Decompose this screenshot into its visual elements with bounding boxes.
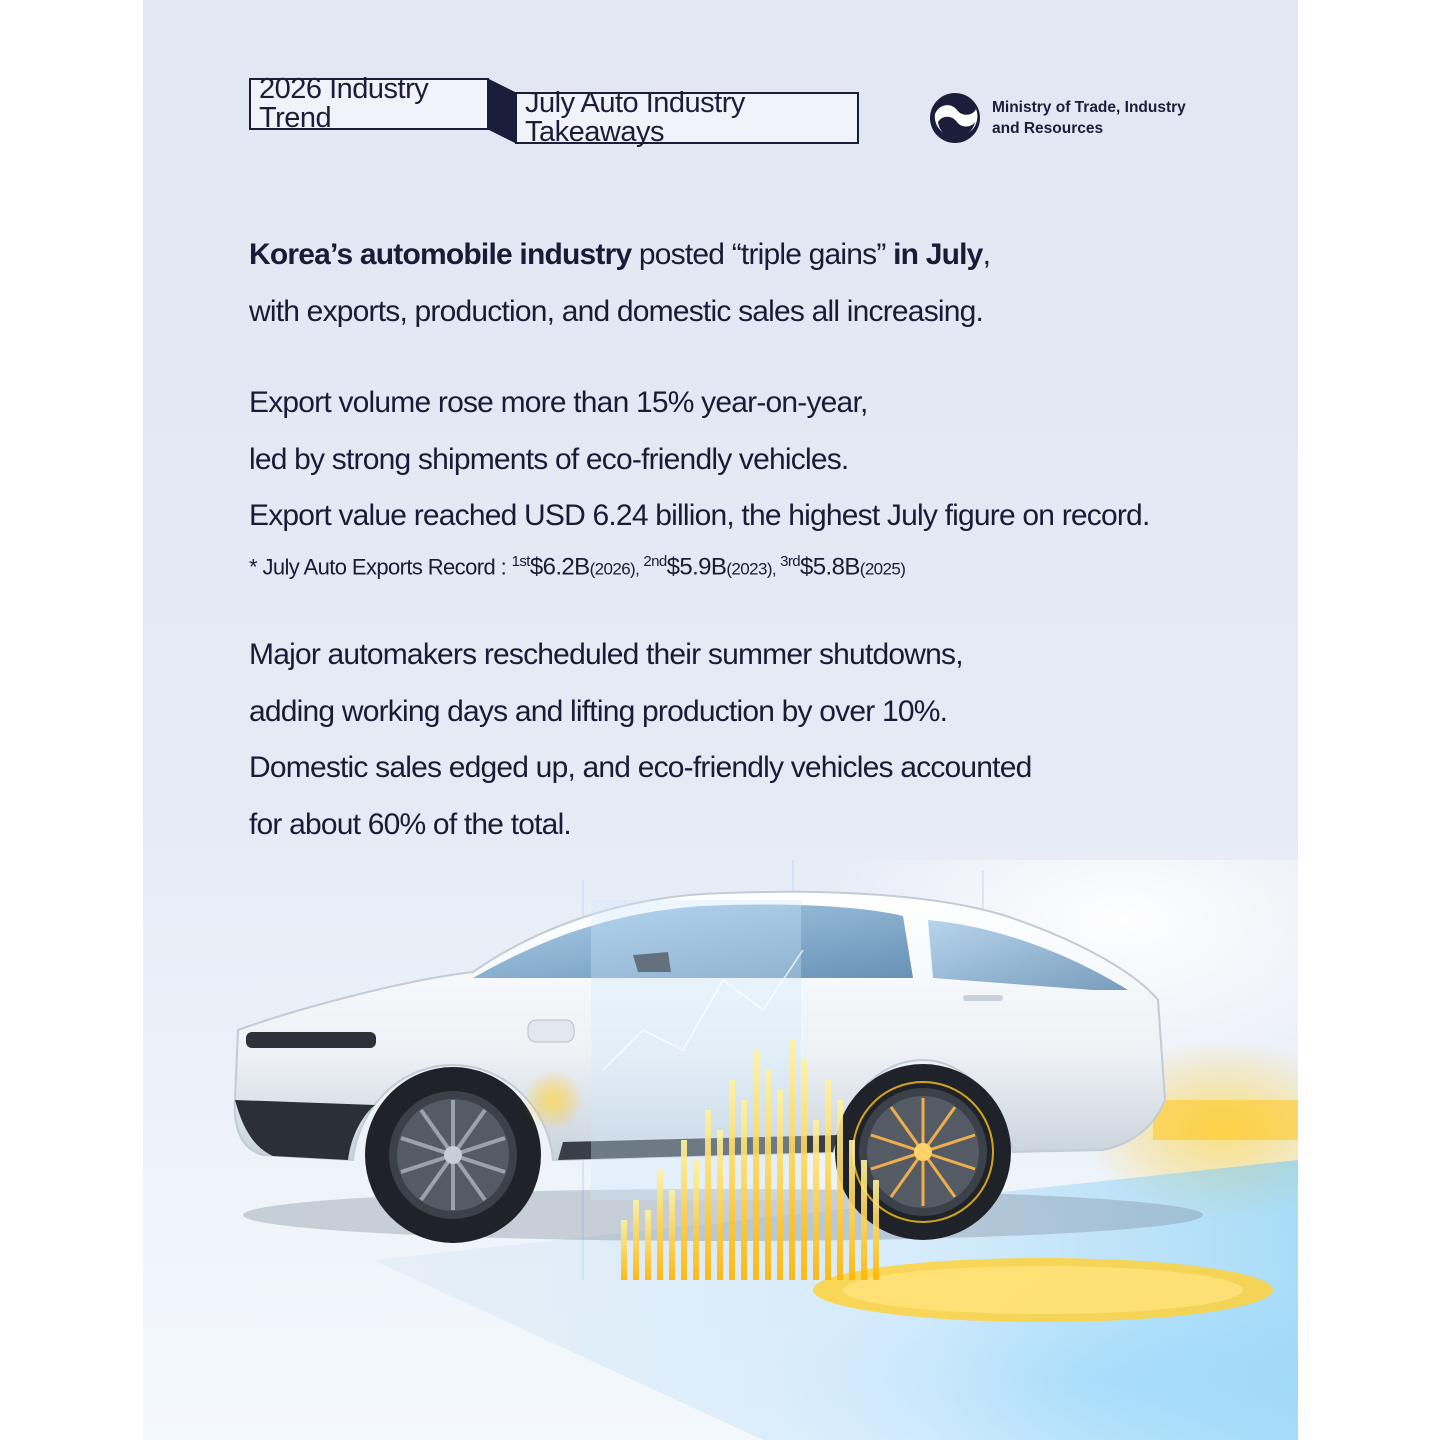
data-bar — [717, 1130, 723, 1280]
data-bar — [789, 1040, 795, 1280]
data-bar — [861, 1160, 867, 1280]
data-bar — [801, 1060, 807, 1280]
rank-3: 3rd — [780, 553, 801, 570]
ev-car-illustration — [143, 860, 1298, 1440]
value-1: $6.2B — [529, 553, 590, 581]
bold-in-july: in July — [893, 238, 983, 271]
tag-july-takeaways — [515, 87, 859, 148]
year-3: (2025) — [859, 559, 906, 579]
ministry-name — [992, 97, 1186, 139]
note-prefix: * July Auto Exports Record : — [249, 554, 512, 580]
value-2: $5.9B — [666, 553, 727, 581]
production-line-3: Domestic sales edged up, and eco-friendly vehicles accounted — [249, 751, 1032, 784]
export-record-note — [249, 553, 905, 581]
data-bar — [873, 1180, 879, 1280]
data-bar — [837, 1100, 843, 1280]
summary-paragraph — [249, 227, 990, 340]
front-wheel — [365, 1067, 541, 1243]
data-bar — [825, 1080, 831, 1280]
production-line-4: for about 60% of the total. — [249, 807, 571, 841]
data-bar — [633, 1200, 639, 1280]
data-bar — [849, 1140, 855, 1280]
data-bar — [705, 1110, 711, 1280]
export-line-3: Export value reached USD 6.24 billion, the highest July figure on record. — [249, 499, 1150, 532]
summary-line-2: with exports, production, and domestic sales all increasing. — [249, 294, 984, 328]
export-line-2: led by strong shipments of eco-friendly vehicles. — [249, 442, 849, 476]
production-paragraph — [249, 627, 1031, 853]
production-line-1: Major automakers rescheduled their summer shutdowns, — [249, 638, 963, 671]
tag-july-takeaways-label: July Auto Industry Takeaways — [525, 87, 745, 148]
data-bar — [729, 1080, 735, 1280]
tag-connector — [487, 79, 517, 143]
data-bar — [657, 1170, 663, 1280]
data-bar — [777, 1090, 783, 1280]
tag-industry-trend — [249, 73, 489, 134]
data-bar — [693, 1160, 699, 1280]
government-emblem-icon — [929, 92, 981, 144]
production-line-2: adding working days and lifting production by over 10%. — [249, 694, 948, 728]
summary-line-1 — [249, 227, 990, 284]
data-bar — [621, 1220, 627, 1280]
text-triple-gains: posted “triple gains” — [631, 238, 894, 271]
data-bar — [645, 1210, 651, 1280]
data-bar — [741, 1100, 747, 1280]
rank-1: 1st — [511, 553, 530, 570]
data-bar — [753, 1050, 759, 1280]
data-bar — [681, 1140, 687, 1280]
ministry-name-line2: and Resources — [992, 120, 1104, 137]
year-2: (2023), — [726, 559, 781, 579]
ministry-name-line1: Ministry of Trade, Industry — [992, 99, 1186, 116]
data-bar — [765, 1070, 771, 1280]
text-comma: , — [982, 238, 991, 271]
value-3: $5.8B — [800, 553, 860, 581]
year-1: (2026), — [589, 559, 644, 579]
bold-industry: Korea’s automobile industry — [249, 238, 632, 271]
rank-2: 2nd — [643, 553, 667, 570]
data-bar — [813, 1120, 819, 1280]
infographic-card — [143, 0, 1298, 1440]
export-paragraph — [249, 375, 1149, 545]
data-bar — [669, 1190, 675, 1280]
export-line-1: Export volume rose more than 15% year-on-year, — [249, 386, 868, 419]
tag-industry-trend-label: 2026 Industry Trend — [259, 73, 429, 134]
